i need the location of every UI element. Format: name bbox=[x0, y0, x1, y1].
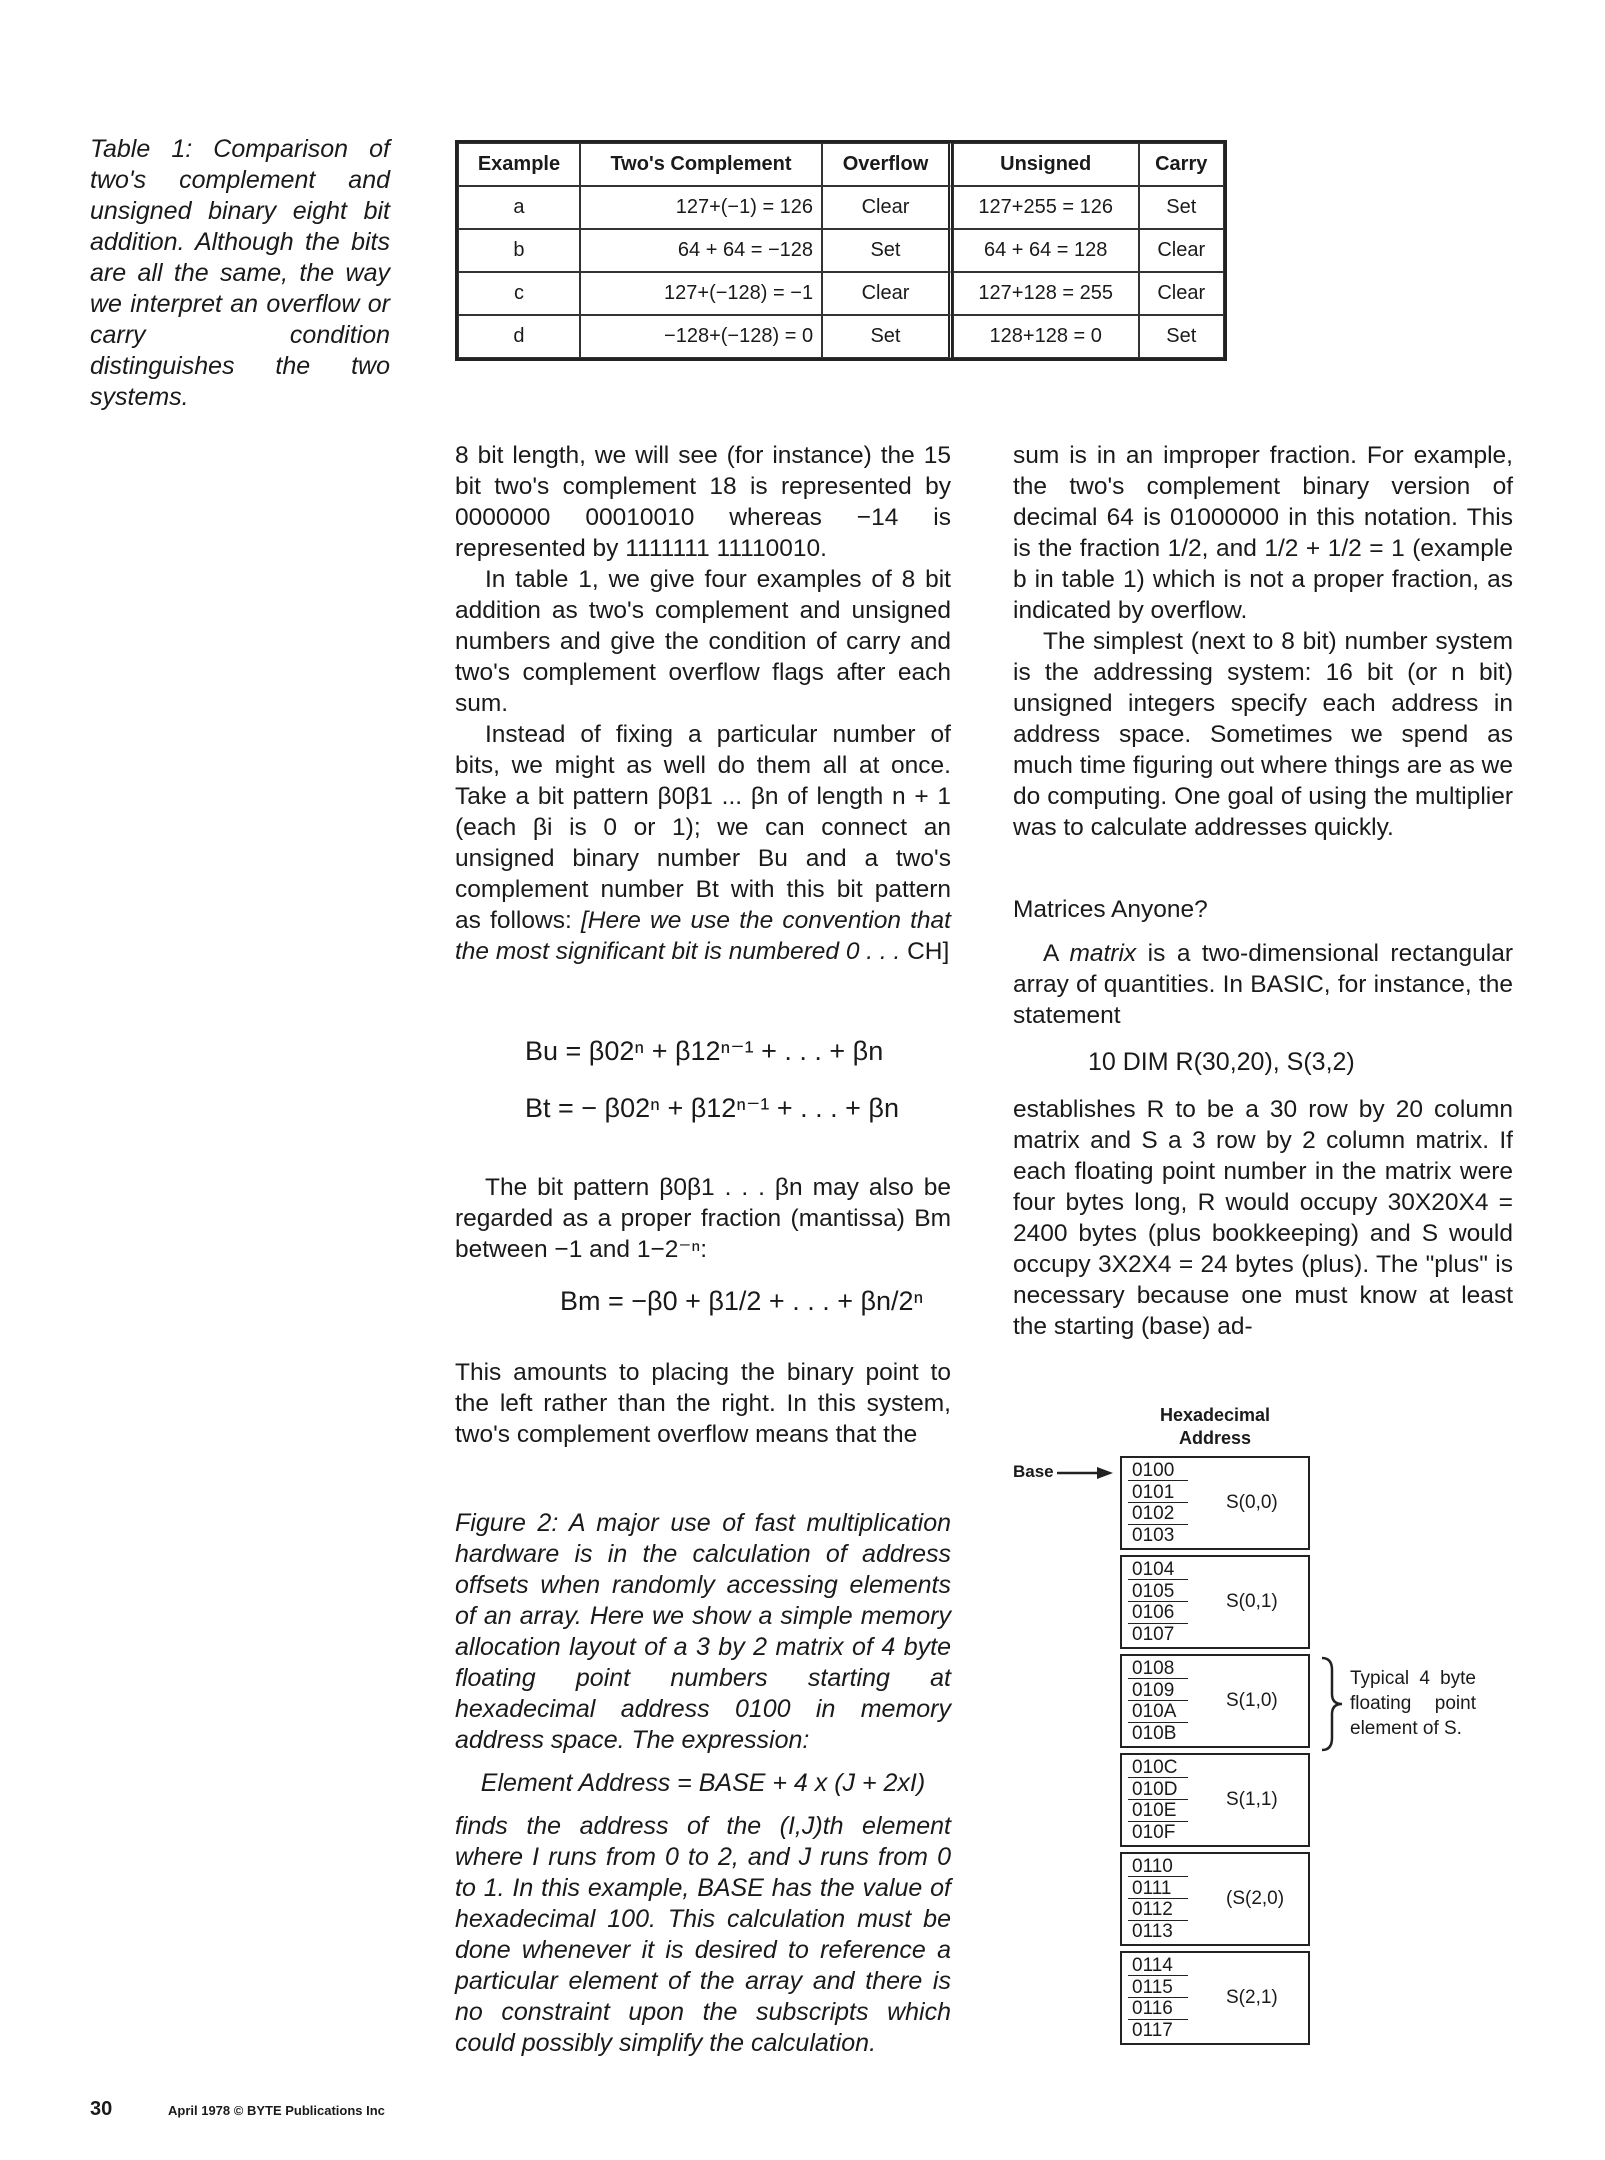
address: 0108 bbox=[1132, 1658, 1175, 1679]
table-cell: 64 + 64 = 128 bbox=[953, 229, 1139, 272]
memory-block-s01 bbox=[1120, 1555, 1310, 1649]
matrix-paragraph bbox=[1013, 938, 1513, 1031]
dim-paragraph bbox=[1013, 1094, 1513, 1342]
memory-blocks bbox=[1120, 1456, 1310, 2050]
figure-caption bbox=[455, 1508, 951, 2059]
element-label: S(0,1) bbox=[1226, 1591, 1278, 1612]
section-heading: Matrices Anyone? bbox=[1013, 896, 1208, 923]
table-cell: 128+128 = 0 bbox=[953, 315, 1139, 358]
table-cell: Set bbox=[1139, 315, 1225, 358]
paragraph bbox=[455, 719, 951, 967]
address: 0106 bbox=[1132, 1602, 1175, 1623]
table-cell: Set bbox=[822, 315, 953, 358]
table-cell: −128+(−128) = 0 bbox=[580, 315, 822, 358]
memory-addresses bbox=[1132, 1559, 1174, 1645]
memory-block-s11 bbox=[1120, 1753, 1310, 1847]
memory-addresses bbox=[1132, 1955, 1173, 2041]
brace-icon bbox=[1318, 1656, 1346, 1752]
paragraph-text: A bbox=[1043, 940, 1070, 967]
paragraph: In table 1, we give four examples of 8 bit addition as two's complement and unsigned numbers and give the condition of carry and two's complement overflow flags after each sum. bbox=[455, 566, 951, 717]
table-cell: 127+(−1) = 126 bbox=[580, 186, 822, 229]
table-cell: 64 + 64 = −128 bbox=[580, 229, 822, 272]
element-label: S(1,0) bbox=[1226, 1690, 1278, 1711]
address: 0107 bbox=[1132, 1623, 1175, 1645]
address: 0112 bbox=[1132, 1899, 1173, 1920]
table-cell: c bbox=[458, 272, 580, 315]
memory-addresses bbox=[1132, 1757, 1177, 1843]
address: 0117 bbox=[1132, 2019, 1173, 2041]
address: 010C bbox=[1132, 1757, 1178, 1778]
table-cell: 127+128 = 255 bbox=[953, 272, 1139, 315]
typical-element-note: Typical 4 byte floating point element of S. bbox=[1350, 1668, 1476, 1739]
header-carry: Carry bbox=[1139, 143, 1225, 186]
table-cell: Clear bbox=[822, 186, 953, 229]
paragraph: sum is in an improper fraction. For example, the two's complement binary version of decimal 64 is 01000000 in this notation. This is the fraction 1/2, and 1/2 + 1/2 = 1 (example b in table 1) which is not a proper fraction, as indicated by overflow. bbox=[1013, 442, 1513, 624]
memory-block-s20 bbox=[1120, 1852, 1310, 1946]
table-caption: Table 1: Comparison of two's complement and unsigned binary eight bit addition. Although the bits are all the same, the way we interpret an overflow or carry condition distinguishes the two systems. bbox=[90, 135, 390, 411]
address: 0116 bbox=[1132, 1998, 1173, 2019]
address: 0101 bbox=[1132, 1481, 1175, 1503]
equation-twos-complement: Bt = − β02ⁿ + β12ⁿ⁻¹ + . . . + βn bbox=[525, 1093, 899, 1123]
base-arrow-icon bbox=[1057, 1466, 1113, 1480]
table-row bbox=[458, 315, 1224, 358]
table-cell: Clear bbox=[822, 272, 953, 315]
memory-block-s10 bbox=[1120, 1654, 1310, 1748]
header-twos-complement: Two's Complement bbox=[580, 143, 822, 186]
paragraph: This amounts to placing the binary point to the left rather than the right. In this system, two's complement overflow means that the bbox=[455, 1359, 951, 1448]
table-cell: a bbox=[458, 186, 580, 229]
element-label: S(1,1) bbox=[1226, 1789, 1278, 1810]
paragraph-text: Instead of fixing a particular number of bits, we might as well do them all at once. Take a bit pattern β0β1 ... βn of length n + 1 (each βi is 0 or 1); we can connect an unsigned binary number Bu and a two's complement number Bt with this bit pattern as follows: bbox=[455, 721, 951, 934]
editor-note: [Here we use the convention that the most significant bit is numbered 0 . . . bbox=[455, 907, 951, 965]
base-label: Base bbox=[1013, 1462, 1054, 1481]
memory-block-s21 bbox=[1120, 1951, 1310, 2045]
table-cell: d bbox=[458, 315, 580, 358]
equation-mantissa: Bm = −β0 + β1/2 + . . . + βn/2ⁿ bbox=[560, 1286, 924, 1316]
paragraph bbox=[1013, 938, 1513, 1031]
address: 010A bbox=[1132, 1701, 1177, 1722]
figure-caption-text: finds the address of the (I,J)th element where I runs from 0 to 2, and J runs from 0 to 1. In this example, BASE has the value of hexadecimal 100. This calculation must be done whenever it is desired to reference a particular element of the array and there is no constraint upon the subscripts which could possibly simplify the calculation. bbox=[455, 1812, 951, 2057]
element-label: S(2,1) bbox=[1226, 1987, 1278, 2008]
page-number: 30 bbox=[90, 2098, 113, 2120]
table-cell: Clear bbox=[1139, 272, 1225, 315]
address: 0103 bbox=[1132, 1524, 1175, 1546]
paragraph: The simplest (next to 8 bit) number system is the addressing system: 16 bit (or n bit) unsigned integers specify each address in address space. Sometimes we spend as much time figuring out where things are as we do computing. One goal of using the multiplier was to calculate addresses quickly. bbox=[1013, 628, 1513, 841]
table-row bbox=[458, 272, 1224, 315]
comparison-table bbox=[455, 140, 1227, 361]
mantissa-paragraph bbox=[455, 1172, 951, 1265]
table-cell: 127+(−128) = −1 bbox=[580, 272, 822, 315]
right-column bbox=[1013, 440, 1513, 843]
address: 0109 bbox=[1132, 1679, 1175, 1701]
binary-point-paragraph bbox=[455, 1357, 951, 1450]
address: 0105 bbox=[1132, 1580, 1175, 1602]
diagram-title: Hexadecimal Address bbox=[1159, 1405, 1271, 1448]
table-row bbox=[458, 186, 1224, 229]
address: 0104 bbox=[1132, 1559, 1175, 1580]
element-label: (S(2,0) bbox=[1226, 1888, 1285, 1909]
address: 010D bbox=[1132, 1778, 1178, 1800]
paragraph-text: is a two-dimensional rectangular array of quantities. In BASIC, for instance, the statement bbox=[1013, 940, 1513, 1029]
table-row bbox=[458, 229, 1224, 272]
element-label: S(0,0) bbox=[1226, 1492, 1278, 1513]
paragraph: The bit pattern β0β1 . . . βn may also be regarded as a proper fraction (mantissa) Bm between −1 and 1−2⁻ⁿ: bbox=[455, 1174, 951, 1263]
term-matrix: matrix bbox=[1069, 940, 1137, 967]
table-cell: Clear bbox=[1139, 229, 1225, 272]
header-example: Example bbox=[458, 143, 580, 186]
address: 0111 bbox=[1132, 1877, 1172, 1899]
left-column bbox=[455, 440, 951, 967]
address: 0102 bbox=[1132, 1503, 1175, 1524]
address: 0114 bbox=[1132, 1955, 1173, 1976]
memory-block-s00 bbox=[1120, 1456, 1310, 1550]
table-cell: b bbox=[458, 229, 580, 272]
paragraph: 8 bit length, we will see (for instance) the 15 bit two's complement 18 is represented by 0000000 00010010 whereas −14 is represented by 1111111 11110010. bbox=[455, 442, 951, 562]
paragraph: establishes R to be a 30 row by 20 column matrix and S a 3 row by 2 column matrix. If each floating point number in the matrix were four bytes long, R would occupy 30X20X4 = 2400 bytes (plus bookkeeping) and S would occupy 3X2X4 = 24 bytes (plus). The "plus" is necessary because one must know at least the starting (base) ad- bbox=[1013, 1096, 1513, 1340]
address: 0113 bbox=[1132, 1920, 1173, 1942]
equation-unsigned: Bu = β02ⁿ + β12ⁿ⁻¹ + . . . + βn bbox=[525, 1036, 884, 1066]
element-address-expression: Element Address = BASE + 4 x (J + 2xI) bbox=[480, 1769, 926, 1797]
figure-caption-text: Figure 2: A major use of fast multiplication hardware is in the calculation of address offsets when randomly accessing elements of an array. Here we show a simple memory allocation layout of a 3 by 2 matrix of 4 byte floating point numbers starting at hexadecimal address 0100 in memory address space. The expression: bbox=[455, 1509, 951, 1754]
memory-addresses bbox=[1132, 1460, 1174, 1546]
memory-addresses bbox=[1132, 1658, 1176, 1744]
address: 0110 bbox=[1132, 1856, 1173, 1877]
basic-statement: 10 DIM R(30,20), S(3,2) bbox=[1088, 1048, 1355, 1076]
address: 010E bbox=[1132, 1800, 1177, 1821]
header-unsigned: Unsigned bbox=[953, 143, 1139, 186]
table-header-row bbox=[458, 143, 1224, 186]
address: 010B bbox=[1132, 1722, 1177, 1744]
header-overflow: Overflow bbox=[822, 143, 953, 186]
table-cell: Set bbox=[822, 229, 953, 272]
address: 0100 bbox=[1132, 1460, 1175, 1481]
memory-addresses bbox=[1132, 1856, 1173, 1942]
table-cell: Set bbox=[1139, 186, 1225, 229]
editor-initials: CH] bbox=[907, 938, 950, 965]
address: 0115 bbox=[1132, 1976, 1173, 1998]
table-cell: 127+255 = 126 bbox=[953, 186, 1139, 229]
publication-credit: April 1978 © BYTE Publications Inc bbox=[168, 2103, 385, 2118]
address: 010F bbox=[1132, 1821, 1176, 1843]
